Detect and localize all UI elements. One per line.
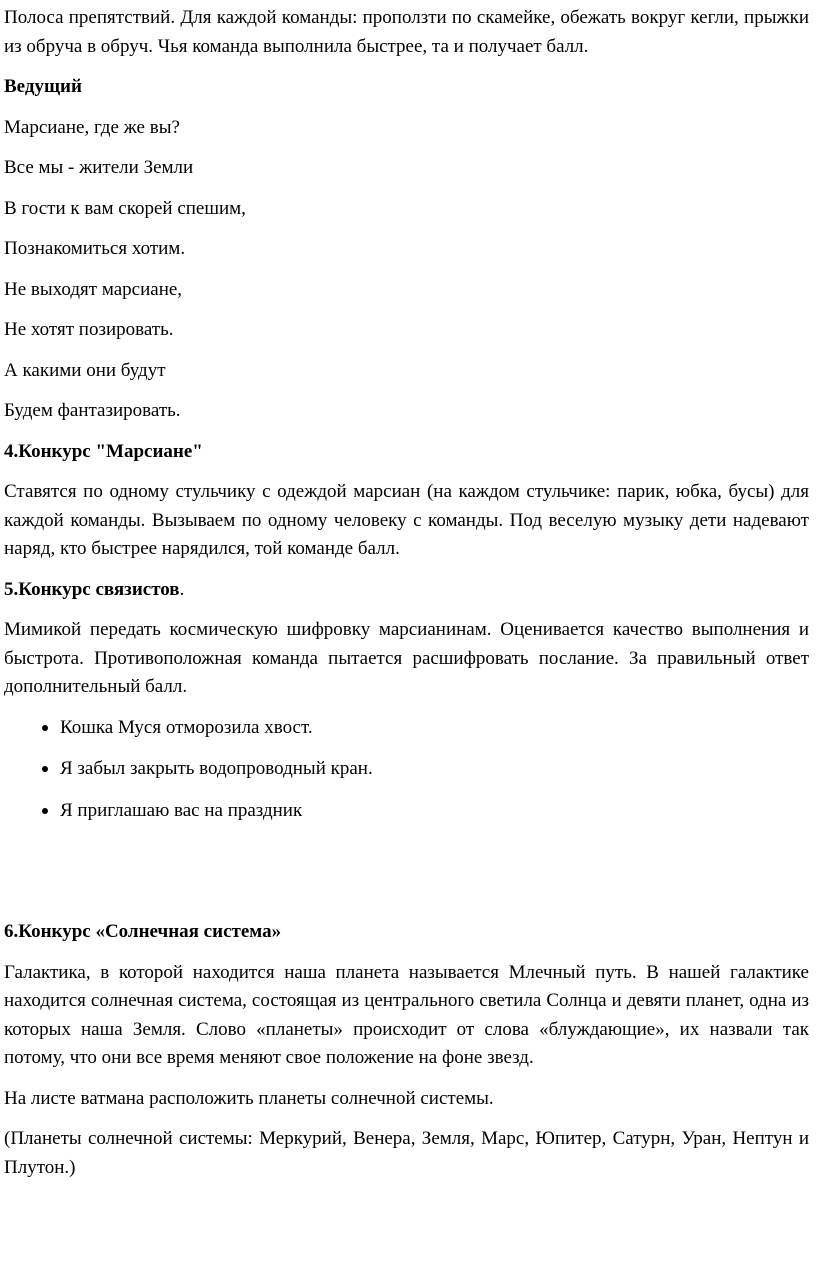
contest6-task: На листе ватмана расположить планеты солнечной системы. xyxy=(4,1087,494,1109)
bullet-icon xyxy=(42,725,48,731)
contest5-heading-tail: . xyxy=(179,578,185,600)
verse-line: А какими они будут xyxy=(4,359,166,381)
verse-line: Все мы - жители Земли xyxy=(4,157,194,178)
bullet-icon xyxy=(42,766,48,772)
contest4-body: Ставятся по одному стульчику с одеждой марсиан (на каждом стульчике: парик, юбка, бусы) для каждой команды. Вызываем по одному человеку с команды. Под веселую музыку дети надевают наряд, кто быстрее нарядился, той команде балл. xyxy=(4,481,809,559)
presenter-heading: Ведущий xyxy=(4,76,82,97)
cipher-phrases-list xyxy=(4,714,809,826)
verse-line: Будем фантазировать. xyxy=(4,400,181,421)
contest5-heading-bold: 5.Конкурс связистов xyxy=(4,578,180,600)
list-item xyxy=(4,797,809,826)
contest5-body: Мимикой передать космическую шифровку марсианинам. Оценивается качество выполнения и быстрота. Противоположная команда пытается расшифровать послание. За правильный ответ дополнительный балл. xyxy=(4,619,809,697)
list-item-text: Кошка Муся отморозила хвост. xyxy=(60,716,313,738)
list-item-text: Я приглашаю вас на праздник xyxy=(60,799,303,821)
verse-line: Познакомиться хотим. xyxy=(4,238,186,259)
intro-paragraph: Полоса препятствий. Для каждой команды: проползти по скамейке, обежать вокруг кегли, прыжки из обруча в обруч. Чья команда выполнила быстрее, та и получает балл. xyxy=(4,7,809,57)
verse-line: Марсиане, где же вы? xyxy=(4,116,180,138)
verse-line: Не хотят позировать. xyxy=(4,319,174,340)
contest6-heading: 6.Конкурс «Солнечная система» xyxy=(4,921,282,942)
contest5-heading xyxy=(4,576,809,605)
verse-line: Не выходят марсиане, xyxy=(4,278,183,300)
bullet-icon xyxy=(42,808,48,814)
list-item-text: Я забыл закрыть водопроводный кран. xyxy=(60,758,373,779)
planets-note: (Планеты солнечной системы: Меркурий, Венера, Земля, Марс, Юпитер, Сатурн, Уран, Нептун и Плутон.) xyxy=(4,1128,809,1178)
empty-paragraph xyxy=(4,838,809,918)
contest6-body: Галактика, в которой находится наша планета называется Млечный путь. В нашей галактике находится солнечная система, состоящая из центрального светила Солнца и девяти планет, одна из которых наша Земля. Слово «планеты» происходит от слова «блуждающие», их назвали так потому, что они все время меняют свое положение на фоне звезд. xyxy=(4,961,809,1068)
list-item xyxy=(4,755,809,784)
contest4-heading: 4.Конкурс "Марсиане" xyxy=(4,440,203,462)
verse-line: В гости к вам скорей спешим, xyxy=(4,197,246,219)
list-item xyxy=(4,714,809,743)
